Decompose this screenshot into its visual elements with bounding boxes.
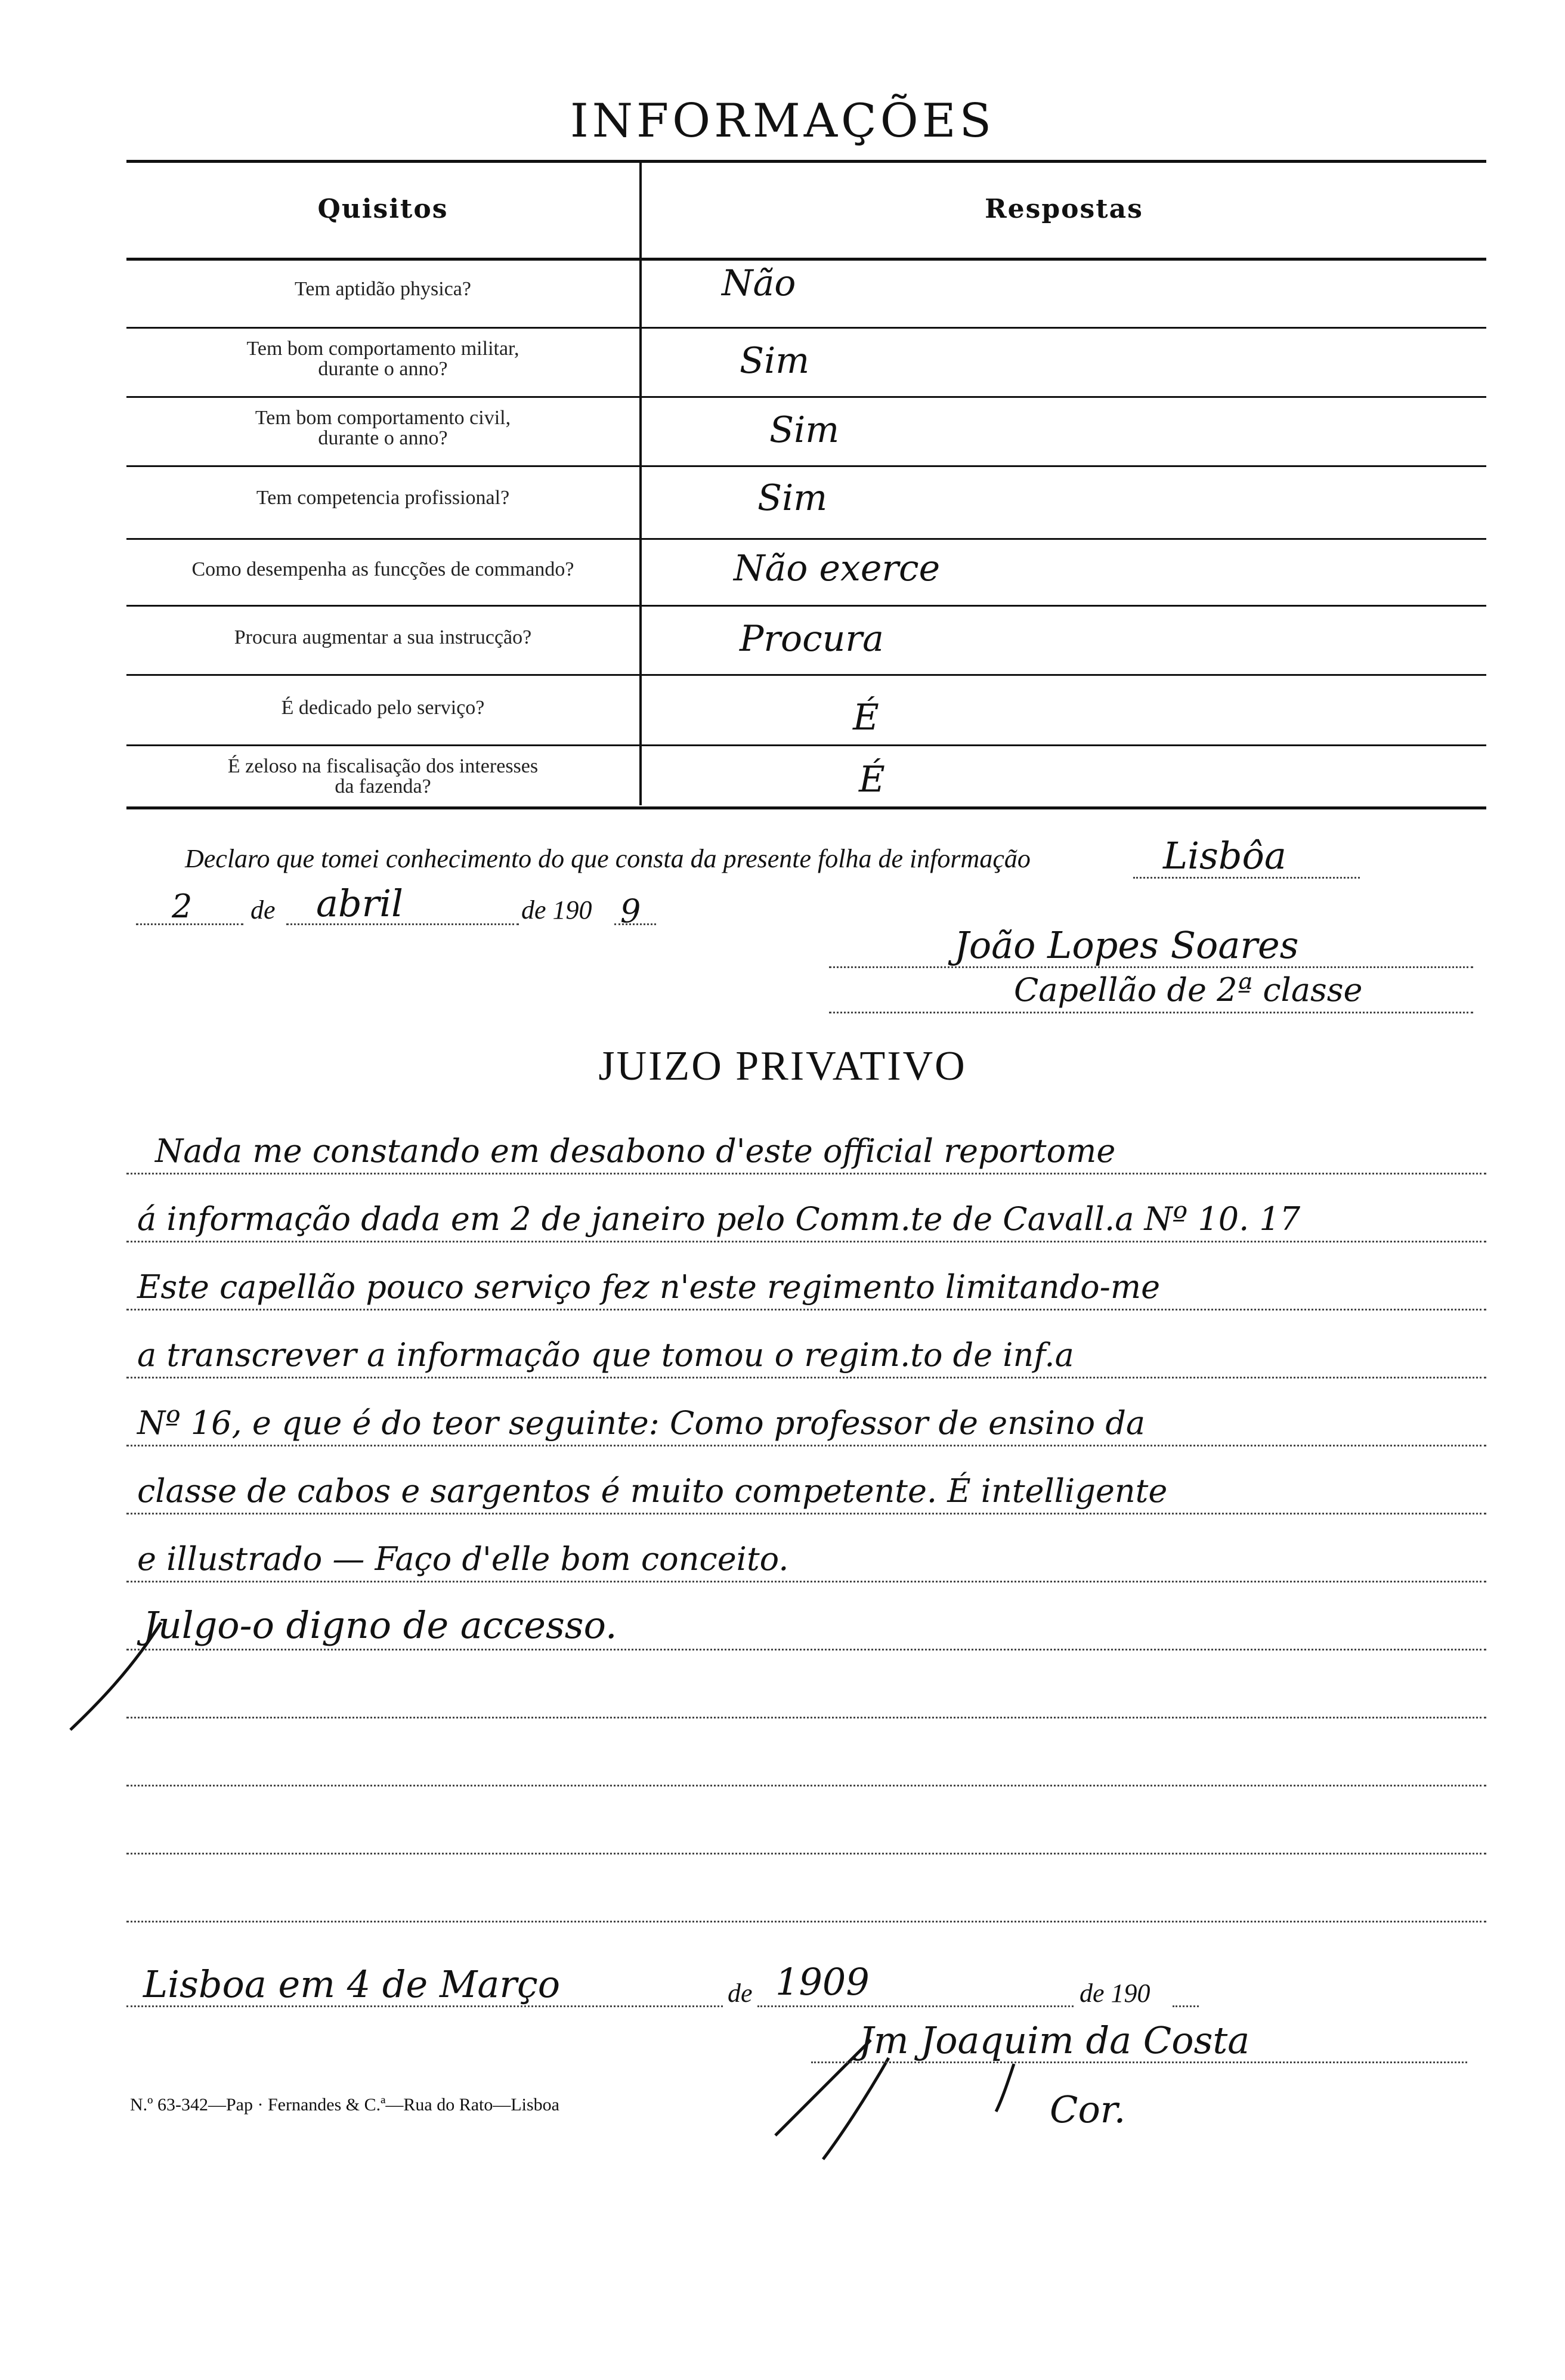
question-text-line1: Tem bom comportamento civil, [255,407,511,429]
juizo-line-4: a transcrever a informação que tomou o regim.to de inf.a [137,1336,1074,1374]
answer-dedicado: É [853,697,879,738]
answer-aptidao: Não [722,262,796,304]
declaration-year-digit: 9 [620,892,641,930]
declaration-place: Lisbôa [1163,834,1286,877]
juizo-line-5: Nº 16, e que é do teor seguinte: Como professor de ensino da [137,1404,1146,1442]
declaration-de-1: de [250,895,276,925]
juizo-heading: JUIZO PRIVATIVO [598,1043,967,1089]
question-text: Tem competencia profissional? [256,487,510,509]
question-text-line2: durante o anno? [318,358,448,380]
page-title: INFORMAÇÕES [570,94,995,148]
juizo-line-7: e illustrado — Faço d'elle bom conceito. [137,1540,789,1578]
question-text-line1: Tem bom comportamento militar, [246,338,519,360]
footer-signature-rank: Cor. [1050,2088,1126,2131]
question-text: Tem aptidão physica? [295,278,471,300]
juizo-line-3: Este capellão pouco serviço fez n'este regimento limitando-me [137,1268,1161,1306]
declaration-signature-name: João Lopes Soares [954,923,1299,967]
footer-de-1: de [728,1979,753,2008]
declaration-month: abril [316,882,403,925]
printer-imprint: N.º 63-342—Pap · Fernandes & C.ª—Rua do Rato—Lisboa [130,2095,559,2115]
juizo-line-2: á informação dada em 2 de janeiro pelo Comm.te de Cavall.a Nº 10. 17 [137,1200,1301,1238]
declaration-text: Declaro que tomei conhecimento do que consta da presente folha de informação [185,844,1031,873]
question-text-line1: É zeloso na fiscalisação dos interesses [227,755,539,777]
answer-comportamento-civil: Sim [769,409,840,451]
juizo-line-1: Nada me constando em desabono d'este official reportome [155,1132,1116,1170]
dotted-line [757,2005,1074,2007]
declaration-signature-rank: Capellão de 2ª classe [1014,971,1363,1009]
answer-zeloso: É [859,759,885,800]
question-text: É dedicado pelo serviço? [281,697,485,719]
answer-comportamento-militar: Sim [740,340,810,382]
question-text: Como desempenha as funcções de commando? [191,558,574,580]
header-quisitos: Quisitos [317,194,449,224]
dotted-line [1173,2005,1199,2007]
answer-instruccao: Procura [740,618,884,660]
footer-place-date: Lisboa em 4 de Março [143,1962,561,2006]
footer-signature-name: Jm Joaquim da Costa [859,2019,1250,2062]
footer-year-hand: 1909 [775,1960,870,2004]
footer-de-2: de 190 [1080,1979,1150,2008]
juizo-line-6: classe de cabos e sargentos é muito competente. É intelligente [137,1472,1168,1510]
header-respostas: Respostas [985,194,1143,224]
answer-commando: Não exerce [734,548,941,589]
declaration-day: 2 [172,888,193,925]
answer-competencia: Sim [757,477,828,519]
question-text-line2: durante o anno? [318,427,448,449]
question-text: Procura augmentar a sua instrucção? [234,626,532,648]
declaration-de-2: de 190 [521,895,592,925]
juizo-line-8: Julgo-o digno de accesso. [143,1603,617,1647]
question-text-line2: da fazenda? [335,775,431,798]
